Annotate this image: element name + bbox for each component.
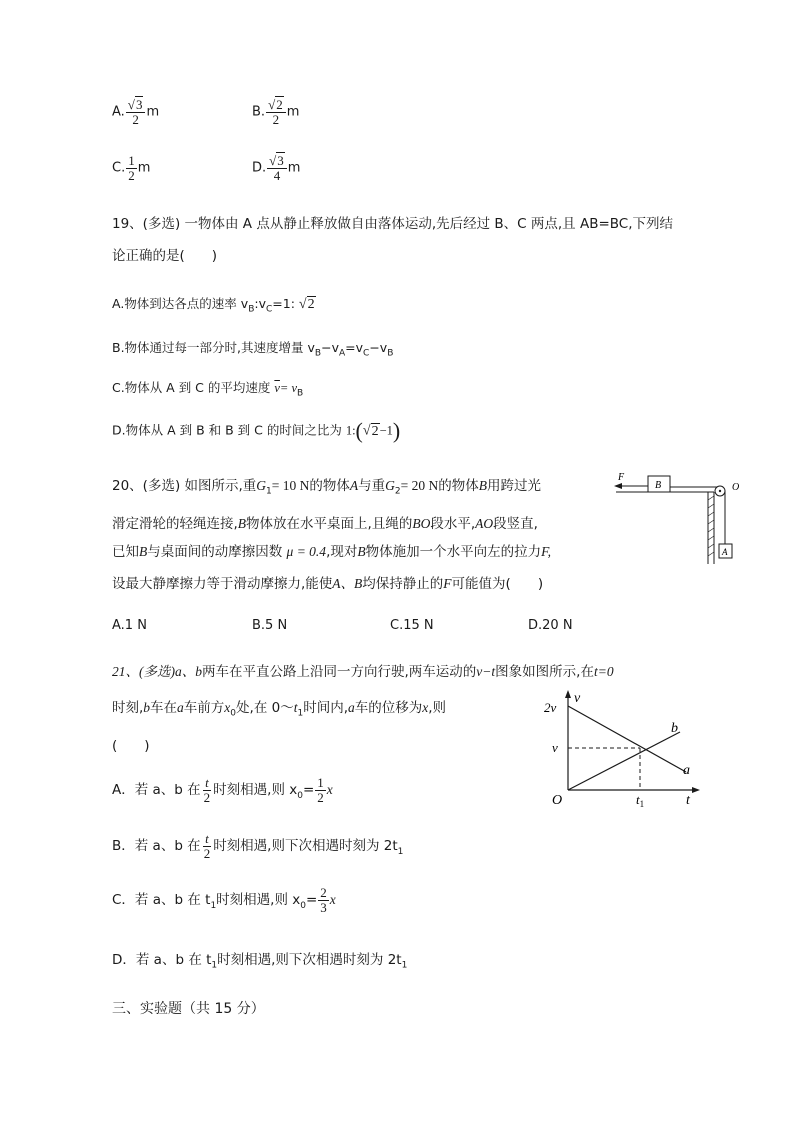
q20-stem-line4: 设最大静摩擦力等于滑动摩擦力,能使A、B均保持静止的F可能值为( ) (112, 576, 544, 592)
pulley-label: O (732, 482, 740, 493)
q19-option-b[interactable]: B.物体通过每一部分时,其速度增量 $v_B-v_A=v_C-v_B$ (112, 340, 394, 359)
line-a (568, 706, 686, 772)
line-b (568, 732, 680, 790)
v-label: v (552, 740, 558, 755)
v-axis-arrow (565, 690, 571, 698)
vt-graph (540, 686, 710, 812)
line-a-label: a (683, 763, 690, 778)
two-v-label: 2v (544, 700, 557, 715)
q20-option-d[interactable]: D.20 N (528, 618, 573, 633)
t1-label: $t_1$ (636, 792, 645, 809)
q19-stem-line1: 19、(多选) 一物体由 A 点从静止释放做自由落体运动,先后经过 B、C 两点,且 AB=BC,下列结 (112, 216, 674, 232)
q21-option-d[interactable]: D．若 a、b 在 $t_1$时刻相遇,则下次相遇时刻为 $2t_1$ (112, 952, 408, 971)
pulley-axle (719, 490, 721, 492)
q19-option-a[interactable]: A.物体到达各点的速率 $v_B:v_C=1$: √2 (112, 296, 315, 315)
pulley-figure (612, 468, 752, 568)
q19-option-d[interactable]: D.物体从 A 到 B 和 B 到 C 的时间之比为 1:(√2−1) (112, 418, 401, 443)
q19-stem-line2: 论正确的是( ) (112, 248, 218, 264)
q21-option-b[interactable]: B．若 a、b 在 $\frac{t}{2}$ 时刻相遇,则下次相遇时刻为 $2t_1$ (112, 831, 404, 861)
force-label: F (618, 472, 625, 483)
q21-stem-line2: 时刻,b车在a车前方$x_0$处,在 $0\sim t_1$时间内,a车的位移为x,则 (112, 700, 447, 719)
t-axis-label: t (686, 793, 690, 808)
q18-option-c[interactable]: C. $\frac{1}{2}$ m (112, 153, 151, 183)
q20-option-a[interactable]: A.1 N (112, 618, 147, 633)
q21-option-c[interactable]: C．若 a、b 在 $t_1$时刻相遇,则 $x_0=$ $\frac{2}{3}$ x (112, 885, 336, 915)
line-b-label: b (671, 721, 678, 736)
q18-option-b[interactable]: B. $\frac{√2}{2}$ m (252, 97, 300, 127)
q20-option-c[interactable]: C.15 N (390, 618, 434, 633)
block-b-label: B (655, 480, 662, 491)
q20-stem-line2: 滑定滑轮的轻绳连接,B物体放在水平桌面上,且绳的BO段水平,AO段竖直, (112, 516, 538, 532)
q20-option-b[interactable]: B.5 N (252, 618, 288, 633)
v-axis-label: v (574, 691, 581, 706)
force-arrow-head (614, 483, 622, 489)
q18-option-a[interactable]: A. $\frac{√3}{2}$ m (112, 97, 160, 127)
q20-stem-line3: 已知B与桌面间的动摩擦因数 μ = 0.4,现对B物体施加一个水平向左的拉力F, (112, 544, 551, 560)
origin-label: O (552, 793, 563, 808)
q20-stem-line1: 20、(多选) 如图所示,重$G_1= 10$ N的物体A与重$G_2= 20$ N的物体B用跨过光 (112, 478, 542, 497)
q21-stem-line1: 21、(多选)a、b两车在平直公路上沿同一方向行驶,两车运动的v−t图象如图所示,在t=0 (112, 664, 614, 680)
q21-option-a[interactable]: A．若 a、b 在 $\frac{t}{2}$ 时刻相遇,则 $x_0=$ $\frac{1}{2}$ x (112, 775, 333, 805)
q19-option-c[interactable]: C.物体从 A 到 C 的平均速度 $\overline{v}= v_B$ (112, 380, 304, 399)
section-heading: 三、实验题（共 15 分） (112, 1001, 265, 1017)
t-axis-arrow (692, 787, 700, 793)
q18-option-d[interactable]: D. $\frac{√3}{4}$ m (252, 153, 301, 183)
q21-stem-line3: ( ) (112, 738, 150, 754)
table-hatch (708, 496, 714, 556)
block-a-label: A (722, 547, 728, 557)
